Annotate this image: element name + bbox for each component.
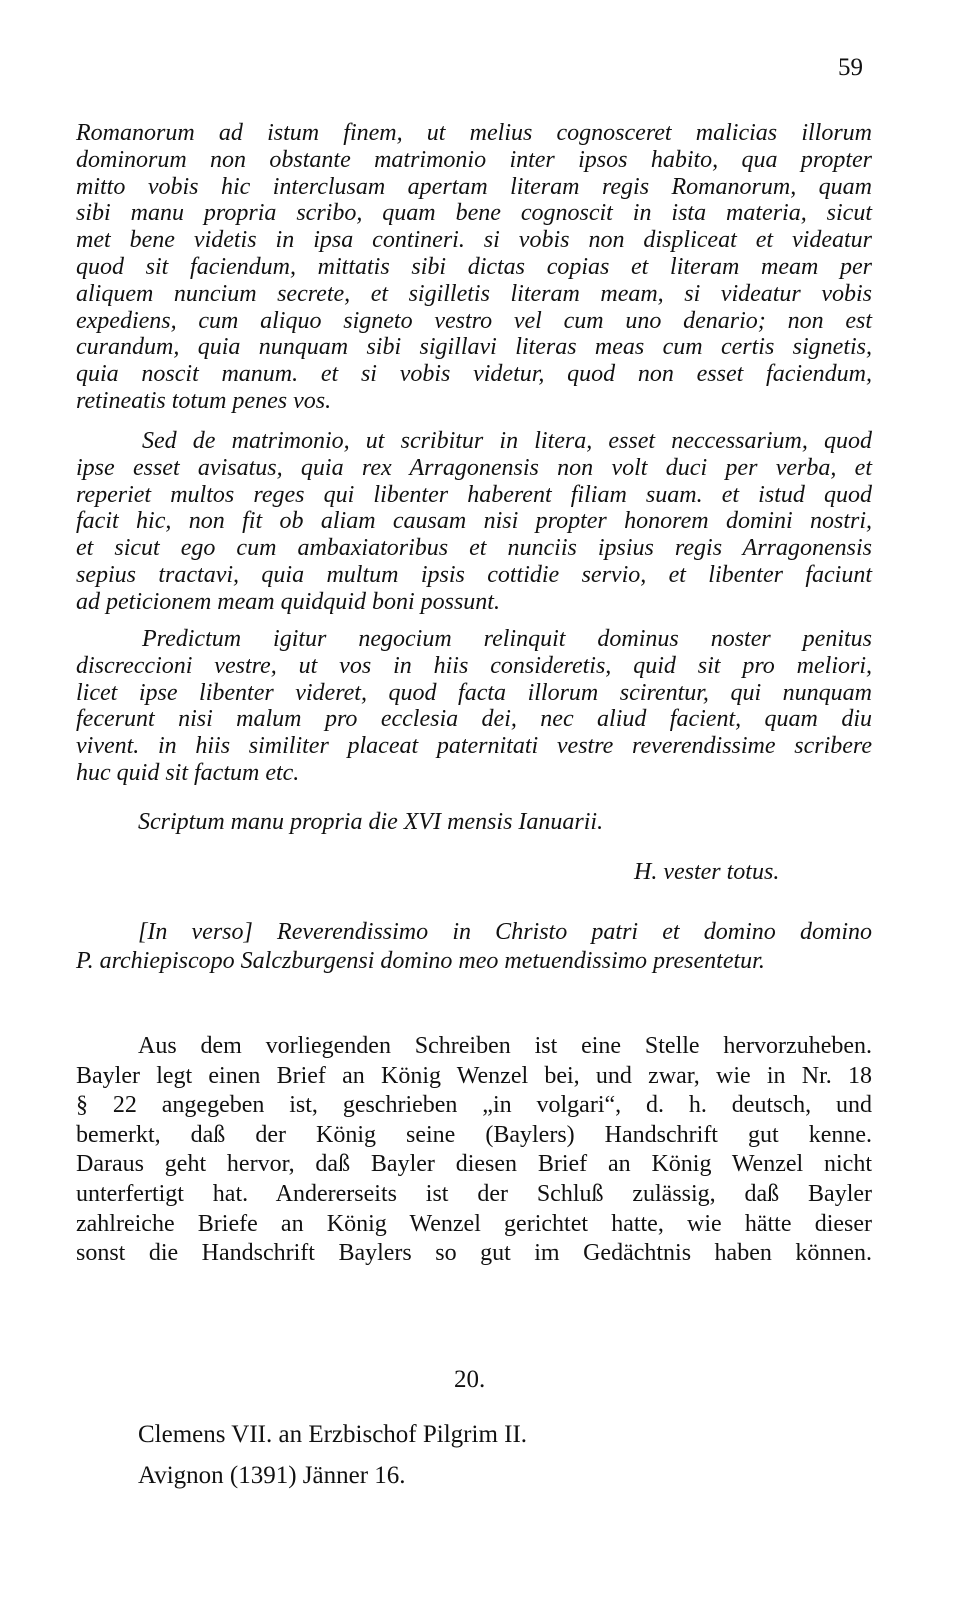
signature: H. vester totus. <box>634 859 780 885</box>
text-line: ad peticionem meam quidquid boni possunt. <box>76 588 500 615</box>
text-line: Romanorum ad istum finem, ut melius cognosceret malicias illorum <box>76 120 872 146</box>
text-line: ipse esset avisatus, quia rex Arragonensis non volt duci per verba, et <box>76 454 872 481</box>
text-line: mitto vobis hic interclusam apertam literam regis Romanorum, quam <box>76 173 872 200</box>
text-line: huc quid sit factum etc. <box>76 759 300 786</box>
text-line: Sed de matrimonio, ut scribitur in litera, esset neccessarium, quod <box>142 428 872 454</box>
text-line: bemerkt, daß der König seine (Baylers) Handschrift gut kenne. <box>76 1121 872 1148</box>
text-line: [In verso] Reverendissimo in Christo patri et domino domino <box>138 919 872 945</box>
text-line: Daraus geht hervor, daß Bayler diesen Brief an König Wenzel nicht <box>76 1151 872 1178</box>
text-line: § 22 angegeben ist, geschrieben „in volgari“, d. h. deutsch, und <box>76 1092 872 1119</box>
text-line: dominorum non obstante matrimonio inter ipsos habito, qua propter <box>76 146 872 173</box>
text-line: sepius tractavi, quia multum ipsis cottidie servio, et libenter faciunt <box>76 561 872 588</box>
text-line: reperiet multos reges qui libenter haberent filiam suam. et istud quod <box>76 481 872 508</box>
commentary-paragraph <box>76 1032 872 1269</box>
letter-paragraph-3 <box>76 626 872 787</box>
text-line: P. archiepiscopo Salczburgensi domino meo metuendissimo presentetur. <box>76 948 765 974</box>
verso-address <box>76 918 872 976</box>
text-line: sonst die Handschrift Baylers so gut im Gedächtnis haben können. <box>76 1240 872 1267</box>
text-line: sibi manu propria scribo, quam bene cognoscit in ista materia, sicut <box>76 200 872 227</box>
text-line: curandum, quia nunquam sibi sigillavi literas meas cum certis signetis, <box>76 334 872 361</box>
document-title: Clemens VII. an Erzbischof Pilgrim II. <box>138 1421 528 1448</box>
text-line: et sicut ego cum ambaxiatoribus et nunciis ipsius regis Arragonensis <box>76 535 872 562</box>
text-line: quia noscit manum. et si vobis videtur, quod non esset faciendum, <box>76 361 872 388</box>
dated-line: Scriptum manu propria die XVI mensis Ianuarii. <box>138 809 604 835</box>
text-line: vivent. in hiis similiter placeat paternitati vestre reverendissime scribere <box>76 733 872 760</box>
page-number: 59 <box>838 54 863 81</box>
text-line: aliquem nuncium secrete, et sigilletis literam meam, si videatur vobis <box>76 280 872 307</box>
text-line: zahlreiche Briefe an König Wenzel gerichtet hatte, wie hätte dieser <box>76 1210 872 1237</box>
text-line: met bene videtis in ipsa contineri. si vobis non displiceat et videatur <box>76 227 872 254</box>
text-line: expediens, cum aliquo signeto vestro vel cum uno denario; non est <box>76 307 872 334</box>
text-line: Bayler legt einen Brief an König Wenzel bei, und zwar, wie in Nr. 18 <box>76 1062 872 1089</box>
letter-paragraph-1 <box>76 120 872 415</box>
text-line: retineatis totum penes vos. <box>76 387 332 414</box>
text-line: licet ipse libenter videret, quod facta illorum scirentur, qui nunquam <box>76 679 872 706</box>
text-line: fecerunt nisi malum pro ecclesia dei, nec aliud facient, quam diu <box>76 706 872 733</box>
letter-paragraph-2 <box>76 428 872 616</box>
text-line: facit hic, non fit ob aliam causam nisi propter honorem domini nostri, <box>76 508 872 535</box>
text-line: discreccioni vestre, ut vos in hiis consideretis, quid sit pro meliori, <box>76 652 872 679</box>
text-line: Aus dem vorliegenden Schreiben ist eine Stelle hervorzuheben. <box>138 1033 872 1059</box>
text-line: Predictum igitur negocium relinquit dominus noster penitus <box>142 626 872 652</box>
document-date: Avignon (1391) Jänner 16. <box>138 1462 406 1489</box>
document-number: 20. <box>454 1366 486 1393</box>
text-line: unterfertigt hat. Andererseits ist der Schluß zulässig, daß Bayler <box>76 1180 872 1207</box>
text-line: quod sit faciendum, mittatis sibi dictas copias et literam meam per <box>76 253 872 280</box>
